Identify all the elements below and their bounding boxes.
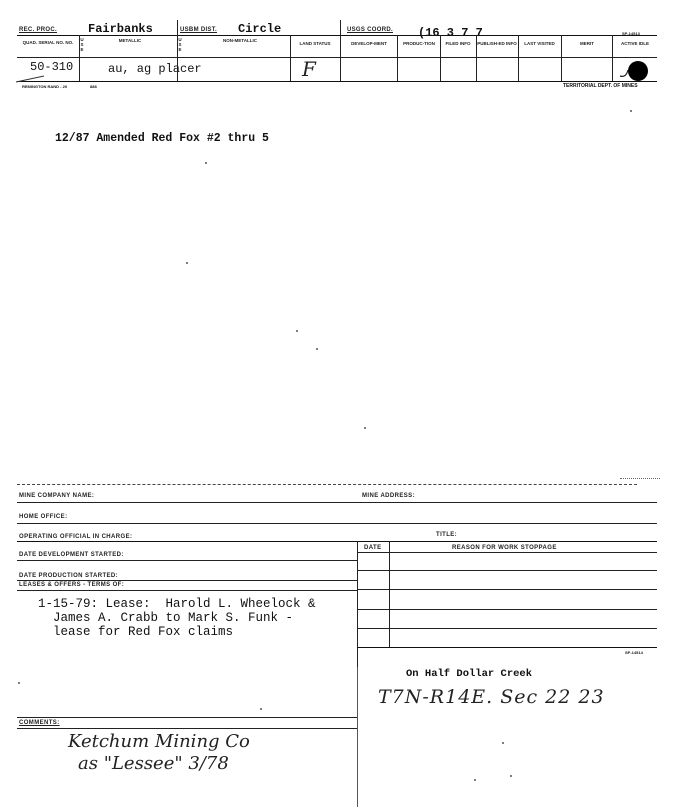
mine-address-label: MINE ADDRESS: (362, 493, 415, 499)
printer-note: REMINGTON RAND - 20 (22, 84, 68, 89)
speck (296, 330, 298, 332)
speck (316, 348, 318, 350)
home-office-label: HOME OFFICE: (19, 514, 68, 520)
comments-handwritten-line1: Ketchum Mining Co (68, 731, 250, 752)
speck (474, 779, 476, 781)
lease-text: 1-15-79: Lease: Harold L. Wheelock & James A. Crabb to Mark S. Funk - lease for Red Fox claims (38, 597, 316, 639)
date-column-label: DATE (364, 545, 382, 551)
col-merit: MERIT (580, 41, 594, 46)
speck (510, 775, 512, 777)
col-use-prefix-metallic: U S E (80, 37, 84, 52)
leases-label: LEASES & OFFERS - TERMS OF: (19, 582, 125, 588)
location-handwritten: T7N-R14E. Sec 22 23 (378, 686, 605, 708)
speck (630, 110, 632, 112)
speck (364, 427, 366, 429)
usgs-coord-label: USGS COORD. (347, 27, 393, 33)
comments-label: COMMENTS: (19, 720, 60, 726)
footer-form-number: SP-14514 (625, 650, 643, 655)
active-dot-icon (614, 58, 654, 84)
col-filed-info: FILED INFO (445, 41, 471, 46)
amendment-note: 12/87 Amended Red Fox #2 thru 5 (55, 132, 269, 145)
col-last-visited: LAST VISITED (524, 41, 555, 46)
col-quad-serial: QUAD. SERIAL NO. NO. (22, 40, 74, 45)
speck (205, 162, 207, 164)
rec-proc-value: Fairbanks (88, 22, 153, 36)
speck (186, 262, 188, 264)
land-status-value: F (302, 57, 316, 81)
quad-serial-value: 50-310 (30, 60, 74, 74)
mine-company-label: MINE COMPANY NAME: (19, 493, 95, 499)
col-non-metallic: NON-METALLIC (223, 38, 257, 43)
date-development-label: DATE DEVELOPMENT STARTED: (19, 552, 124, 558)
usgs-coord-value: (16 3 7 7 (418, 26, 483, 40)
col-development: DEVELOP-MENT (351, 41, 387, 46)
speck (260, 708, 262, 710)
col-metallic: METALLIC (118, 38, 142, 43)
reason-column-label: REASON FOR WORK STOPPAGE (452, 545, 557, 551)
department-name: TERRITORIAL DEPT. OF MINES (563, 83, 638, 89)
usbm-dist-label: USBM DIST. (180, 27, 218, 33)
operating-official-label: OPERATING OFFICIAL IN CHARGE: (19, 534, 133, 540)
header-form-number: SP-14513 (622, 31, 640, 36)
col-use-prefix-nonmetallic: U S E (178, 37, 182, 52)
speck (18, 682, 20, 684)
col-published-info: PUBLISH-ED INFO (477, 41, 517, 46)
metallic-value: au, ag placer (108, 62, 202, 76)
rec-proc-label: REC. PROC. (19, 27, 58, 33)
title-label: TITLE: (436, 532, 458, 538)
col-land-status: LAND STATUS (299, 41, 331, 46)
usbm-dist-value: Circle (238, 22, 282, 36)
date-production-label: DATE PRODUCTION STARTED: (19, 573, 119, 579)
col-active-idle: ACTIVE IDLE (620, 41, 649, 46)
col-production: PRODUC-TION (403, 41, 435, 46)
speck (502, 742, 504, 744)
location-typed: On Half Dollar Creek (406, 668, 533, 680)
comments-handwritten-line2: as "Lessee" 3/78 (78, 753, 229, 774)
margin-mark-icon (14, 70, 54, 84)
printer-code: 888 (90, 84, 97, 89)
